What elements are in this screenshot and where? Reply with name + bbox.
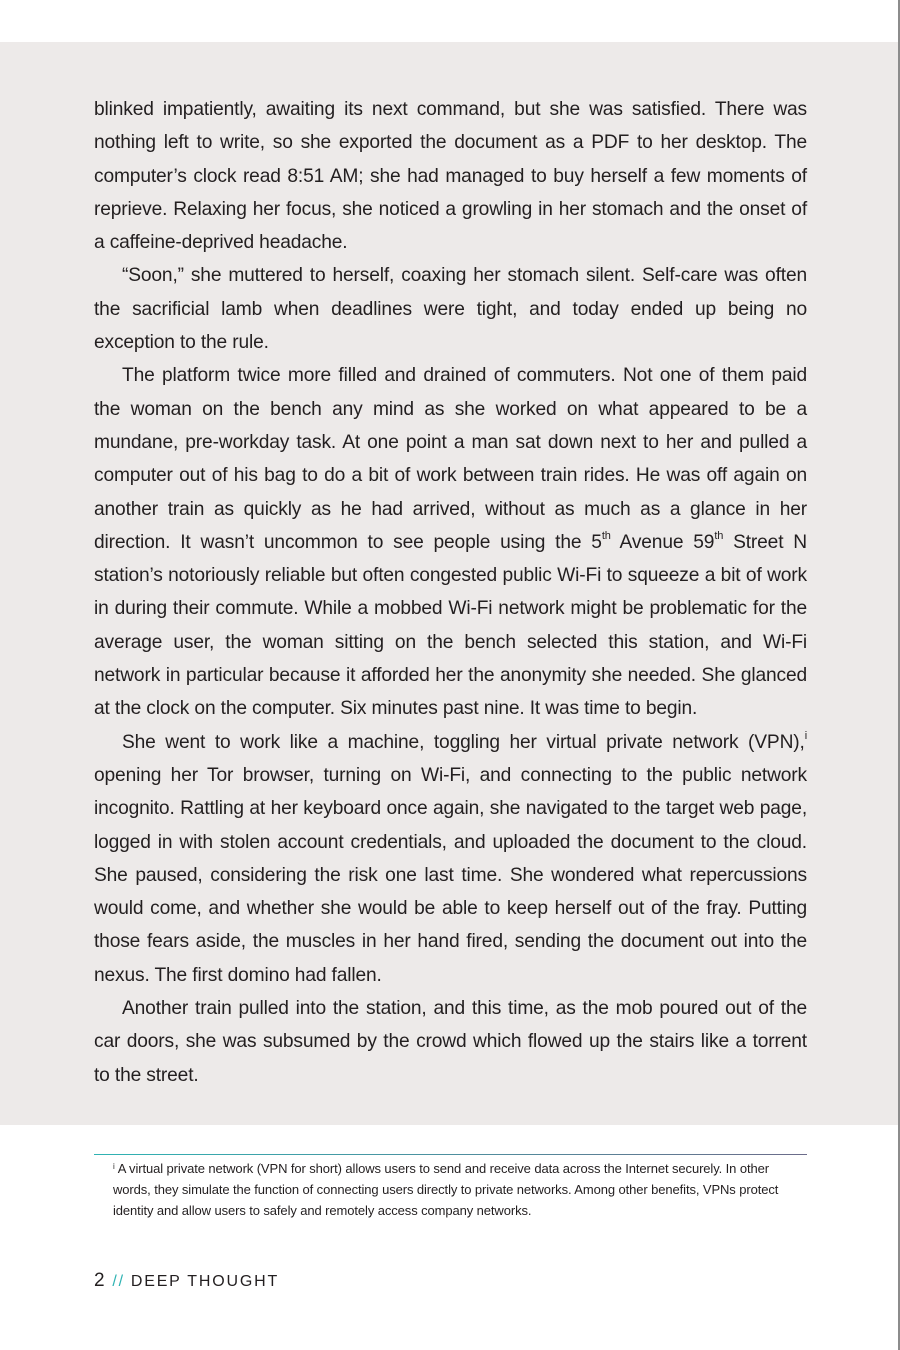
paragraph-3-text-b: Avenue 59 — [610, 531, 715, 553]
paragraph-5-text: Another train pulled into the station, and this time, as the mob poured out of the car doors, she was subsumed by the crowd which flowed up the stairs like a torrent to the street. — [94, 998, 807, 1086]
footnote-text: A virtual private network (VPN for short) allows users to send and receive data across the Internet securely. In other words, they simulate the function of connecting users directly to private networks. Among other benefits, VPNs protect identity and allow users to safely and remotely access company networks. — [113, 1161, 779, 1218]
footer-separator: // — [112, 1273, 125, 1290]
paragraph-3-text-c: Street N station’s notoriously reliable but often congested public Wi-Fi to squeeze a bit of work in during their commute. While a mobbed Wi-Fi network might be problematic for the average user, the woman sitting on the bench selected this station, and Wi-Fi network in particular because it afforded her the anonymity she needed. She glanced at the clock on the computer. Six minutes past nine. It was time to begin. — [94, 531, 807, 720]
paragraph-3 — [94, 359, 807, 725]
paragraph-4 — [94, 726, 807, 992]
footnote-mark: i — [113, 1162, 115, 1171]
paragraph-3-text-a: The platform twice more filled and drained of commuters. Not one of them paid the woman on the bench any mind as she worked on what appeared to be a mundane, pre-workday task. At one point a man sat down next to her and pulled a computer out of his bag to do a bit of work between train rides. He was off again on another train as quickly as he had arrived, without as much as a glance in her direction. It wasn’t uncommon to see people using the 5 — [94, 365, 807, 553]
footnote-divider — [94, 1154, 807, 1155]
ordinal-suffix: th — [714, 529, 724, 542]
body-text — [94, 93, 807, 1092]
paragraph-2-text: “Soon,” she muttered to herself, coaxing her stomach silent. Self-care was often the sacrificial lamb when deadlines were tight, and today ended up being no exception to the rule. — [94, 265, 807, 354]
footnote-reference[interactable]: i — [804, 729, 807, 742]
book-title: DEEP THOUGHT — [130, 1273, 280, 1290]
paragraph-2 — [94, 259, 807, 359]
page-number: 2 — [94, 1270, 107, 1291]
ordinal-suffix: th — [601, 529, 611, 542]
paragraph-4-text-b: opening her Tor browser, turning on Wi-Fi, and connecting to the public network incognito. Rattling at her keyboard once again, she navigated to the target web page, logged in with stolen account credentials, and uploaded the document to the cloud. She paused, considering the risk one last time. She wondered what repercussions would come, and whether she would be able to keep herself out of the fray. Putting those fears aside, the muscles in her hand fired, sending the document out into the nexus. The first domino had fallen. — [94, 764, 807, 986]
paragraph-5 — [94, 992, 807, 1092]
running-footer — [94, 1270, 279, 1292]
paragraph-1-text: blinked impatiently, awaiting its next command, but she was satisfied. There was nothing left to write, so she exported the document as a PDF to her desktop. The computer’s clock read 8:51 AM; she had managed to buy herself a few moments of reprieve. Relaxing her focus, she noticed a growling in her stomach and the onset of a caffeine-deprived headache. — [94, 99, 807, 254]
paragraph-4-text-a: She went to work like a machine, toggling her virtual private network (VPN), — [122, 731, 805, 753]
footnote — [113, 1158, 785, 1221]
paragraph-1 — [94, 93, 807, 259]
